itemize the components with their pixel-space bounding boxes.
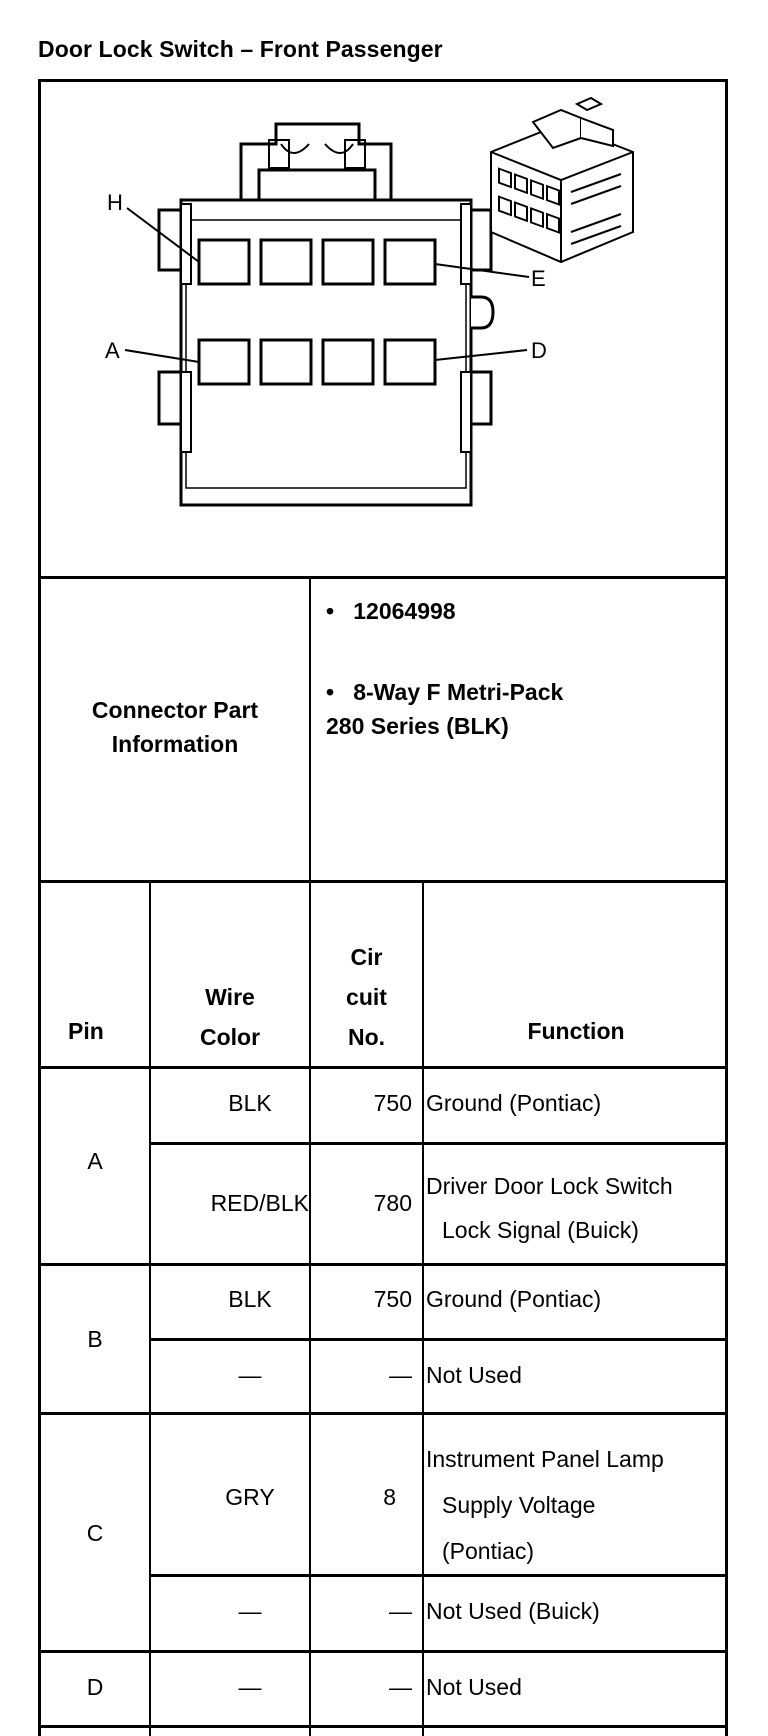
rule-below-pin-b	[38, 1412, 728, 1415]
header-wire-color: Wire Color	[199, 984, 261, 1050]
connector-body	[181, 200, 471, 505]
cavity-d	[385, 340, 435, 384]
bullet: •	[326, 598, 335, 624]
page-title: Door Lock Switch – Front Passenger	[38, 36, 443, 62]
rule-connector-info-divider	[309, 578, 311, 1736]
rule-below-pin-c	[38, 1650, 728, 1653]
rule-b-row1	[151, 1338, 728, 1341]
function: Instrument Panel Lamp Supply Voltage (Pontiac)	[426, 1446, 664, 1564]
circuit-no: —	[389, 1362, 412, 1388]
connector-latch	[241, 124, 391, 200]
pin-b: B	[87, 1326, 103, 1352]
leader-d	[435, 350, 527, 360]
leader-e	[435, 264, 529, 277]
header-circuit-no: Cir cuit No.	[346, 944, 387, 1050]
rule-bottom	[38, 1725, 728, 1728]
connector-info-label-line2: Information	[111, 731, 239, 757]
pin-label-e: E	[531, 266, 546, 291]
pin-c: C	[86, 1520, 104, 1546]
wire-color: BLK	[228, 1090, 272, 1116]
function: Not Used	[426, 1674, 522, 1700]
function: Ground (Pontiac)	[426, 1286, 602, 1312]
latch-window	[259, 170, 375, 200]
cavity-h	[199, 240, 249, 284]
rule-below-diagram	[38, 576, 728, 579]
connector-3d-icon	[491, 98, 633, 262]
rule-circuit-col	[422, 882, 424, 1736]
wire-color: —	[238, 1598, 262, 1624]
cavity-e	[385, 240, 435, 284]
circuit-no: 750	[373, 1090, 412, 1116]
connector-inner-body	[186, 220, 466, 488]
connector-info-label	[41, 693, 309, 761]
rule-below-pin-a	[38, 1263, 728, 1266]
rule-c-row1	[151, 1574, 728, 1577]
desc-line1: 8-Way F Metri-Pack	[353, 679, 564, 705]
header-pin: Pin	[68, 1018, 104, 1044]
wire-color: GRY	[225, 1484, 275, 1510]
connector-part-number	[326, 598, 456, 625]
function: Ground (Pontiac)	[426, 1090, 602, 1116]
pin-label-h: H	[107, 190, 123, 215]
circuit-no: 780	[373, 1190, 412, 1216]
circuit-no: —	[389, 1598, 412, 1624]
pin-a: A	[87, 1148, 103, 1174]
rule-below-connector-info	[38, 880, 728, 883]
connector-description	[326, 675, 563, 743]
wire-color: —	[238, 1674, 262, 1700]
rule-below-header	[38, 1066, 728, 1069]
circuit-no: 750	[373, 1286, 412, 1312]
circuit-no: —	[389, 1674, 412, 1700]
pin-label-a: A	[105, 338, 120, 363]
leader-a	[125, 350, 199, 362]
desc-line2: 280 Series (BLK)	[326, 713, 509, 739]
pin-label-d: D	[531, 338, 547, 363]
function: Not Used	[426, 1362, 522, 1388]
rule-a-row1	[151, 1142, 728, 1145]
circuit-no: 8	[383, 1484, 396, 1510]
wire-color: —	[238, 1362, 262, 1388]
connector-diagram	[41, 82, 725, 576]
part-number: 12064998	[353, 598, 456, 624]
header-function: Function	[527, 1018, 625, 1044]
connector-info-label-line1: Connector Part	[91, 697, 259, 723]
function: Driver Door Lock Switch Lock Signal (Buick)	[426, 1173, 673, 1243]
wire-color: BLK	[228, 1286, 272, 1312]
wire-color: RED/BLK	[210, 1190, 309, 1216]
bullet: •	[326, 679, 335, 705]
pin-d: D	[86, 1674, 104, 1700]
function: Not Used (Buick)	[426, 1598, 600, 1624]
cavity-a	[199, 340, 249, 384]
